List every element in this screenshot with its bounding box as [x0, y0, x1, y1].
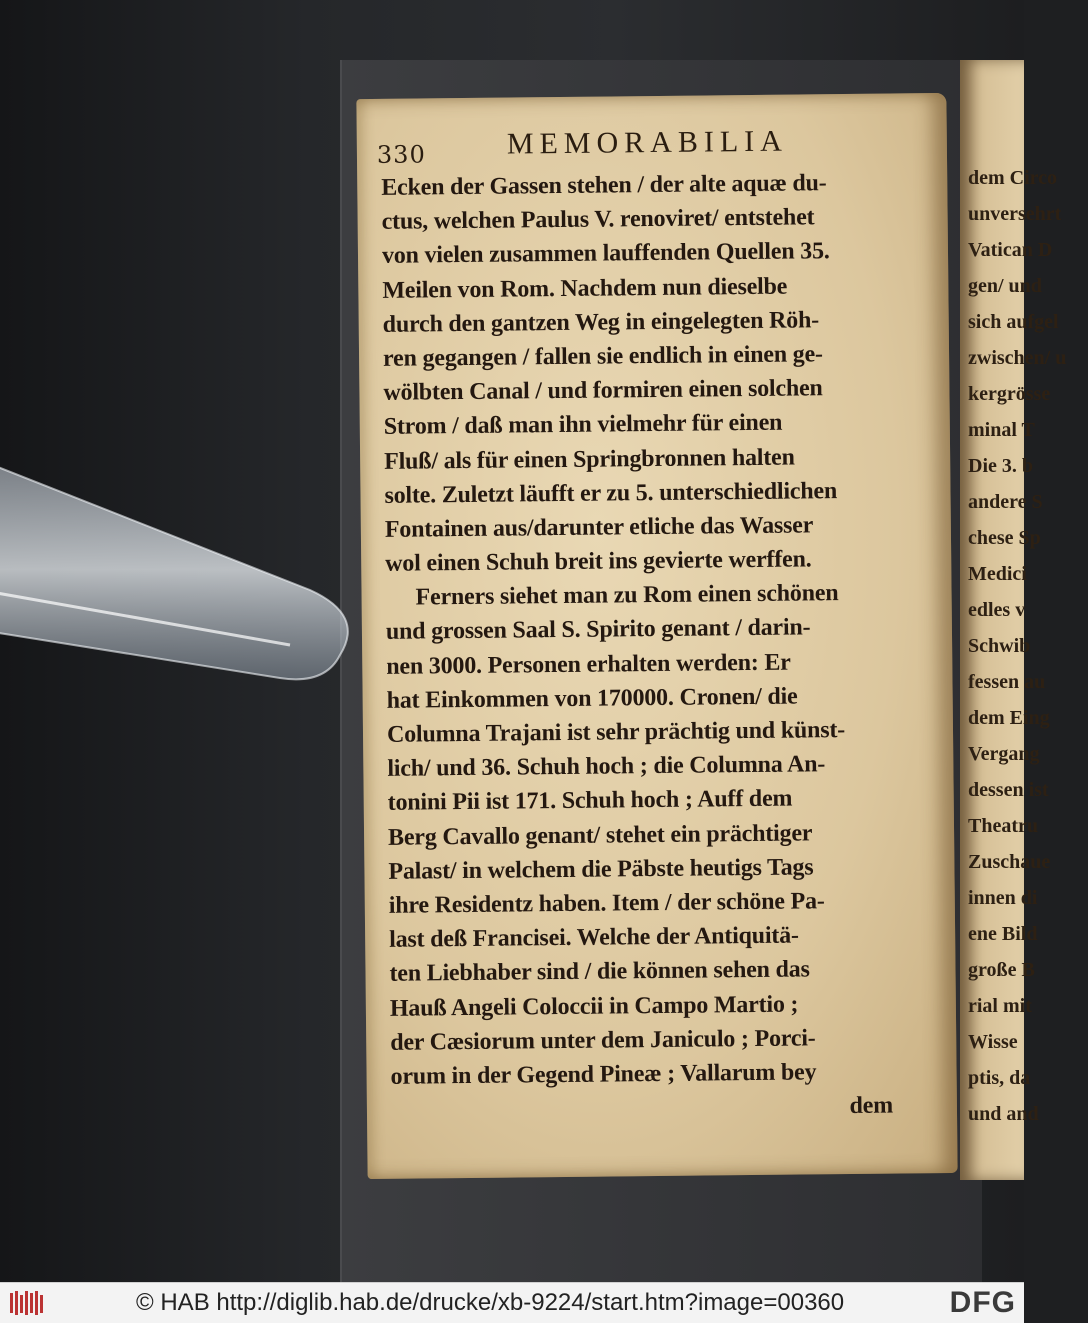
hab-logo-icon	[8, 1289, 48, 1317]
text-line: orum in der Gegend Pineæ ; Vallarum bey	[390, 1059, 817, 1090]
facing-text-line: zwischen/ u	[968, 347, 1067, 369]
page-holder-spatula	[0, 440, 380, 690]
page-number: 330	[376, 140, 426, 169]
facing-text-line: Schwib	[968, 635, 1031, 657]
text-line: Berg Cavallo genant/ stehet ein prächtiger	[387, 819, 813, 851]
facing-text-line: Theatru	[968, 815, 1038, 837]
text-line: last deß Francisei. Welche der Antiquitä-	[389, 922, 799, 953]
text-line: ren gegangen / fallen sie endlich in einen ge-	[382, 341, 823, 372]
facing-text-line: große B	[968, 959, 1035, 981]
copyright-text: © HAB http://diglib.hab.de/drucke/xb-9224/start.htm?image=00360	[136, 1289, 845, 1316]
facing-text-line: ene Bild	[968, 923, 1038, 945]
text-line: Ferners siehet man zu Rom einen schönen	[415, 580, 839, 611]
dfg-logo: DFG	[949, 1286, 1016, 1319]
text-line: der Cæsiorum unter dem Janiculo ; Porci-	[390, 1025, 816, 1056]
facing-text-line: edles v	[968, 599, 1026, 621]
facing-text-line: Vatican D	[968, 239, 1053, 261]
text-line: nen 3000. Personen erhalten werden: Er	[386, 649, 791, 680]
running-head: MEMORABILIA	[506, 124, 788, 161]
facing-text-line: minal T	[968, 419, 1035, 441]
facing-page	[960, 60, 1067, 1180]
text-line: ctus, welchen Paulus V. renoviret/ entstehet	[381, 204, 815, 236]
page-header	[377, 121, 897, 170]
text-line: Strom / daß man ihn vielmehr für einen	[383, 409, 783, 441]
text-line: Fontainen aus/darunter etliche das Wasser	[384, 512, 814, 543]
text-line: Meilen von Rom. Nachdem nun dieselbe	[382, 273, 788, 304]
text-line: tonini Pii ist 171. Schuh hoch ; Auff dem	[387, 785, 793, 817]
facing-text-line: dessen ist	[968, 779, 1049, 801]
facing-text-line: innen di	[968, 887, 1038, 909]
facing-text-line: gen/ und	[968, 275, 1042, 297]
facing-text-line: Vergang	[968, 743, 1040, 765]
facing-text-line: ptis, da	[968, 1067, 1031, 1089]
page-text	[381, 165, 921, 1128]
text-line: Hauß Angeli Coloccii in Campo Martio ;	[389, 991, 799, 1022]
facing-text-line: dem Eing	[968, 707, 1050, 729]
facing-text-line: sich aufgel	[968, 311, 1059, 333]
text-line: von vielen zusammen lauffenden Quellen 35.	[381, 238, 830, 270]
facing-text-line: Zuschaue	[968, 851, 1051, 873]
facing-text-line: Wisse	[968, 1031, 1018, 1053]
facing-page-text	[968, 160, 1088, 1132]
text-line: Fluß/ als für einen Springbronnen halten	[384, 444, 795, 475]
text-line: durch den gantzen Weg in eingelegten Röh-	[382, 307, 820, 338]
text-line: solte. Zuletzt läufft er zu 5. unterschiedlichen	[384, 477, 838, 509]
facing-text-line: andere S	[968, 491, 1043, 513]
text-line: Palast/ in welchem die Päbste heutigs Tags	[388, 854, 814, 885]
text-line: und grossen Saal S. Spirito genant / darin-	[385, 614, 811, 646]
text-line: lich/ und 36. Schuh hoch ; die Columna An-	[387, 751, 826, 783]
facing-text-line: dem Circo	[968, 167, 1058, 189]
text-line: Ecken der Gassen stehen / der alte aquæ du-	[381, 170, 827, 201]
facing-text-line: Medici	[968, 563, 1027, 585]
book-page	[356, 93, 957, 1179]
facing-text-line: chese Sp	[968, 527, 1041, 549]
facing-text-line: rial mit	[968, 995, 1032, 1017]
text-line: wölbten Canal / und formiren einen solchen	[383, 375, 823, 406]
text-line: ihre Residentz haben. Item / der schöne Pa-	[388, 888, 825, 919]
text-line: hat Einkommen von 170000. Cronen/ die	[386, 683, 798, 714]
text-line: ten Liebhaber sind / die können sehen das	[389, 956, 810, 988]
text-line: Columna Trajani ist sehr prächtig und künst-	[386, 717, 846, 748]
facing-text-line: unversehrt	[968, 203, 1062, 225]
facing-text-line: Die 3. b	[968, 455, 1033, 477]
facing-text-line: und and	[968, 1103, 1039, 1125]
text-line: wol einen Schuh breit ins gevierte werffen.	[385, 546, 812, 577]
footer-bar	[0, 1282, 1024, 1323]
facing-text-line: kergrösse	[968, 383, 1051, 405]
text-line: dem	[849, 1092, 894, 1120]
facing-text-line: fessen au	[968, 671, 1046, 693]
